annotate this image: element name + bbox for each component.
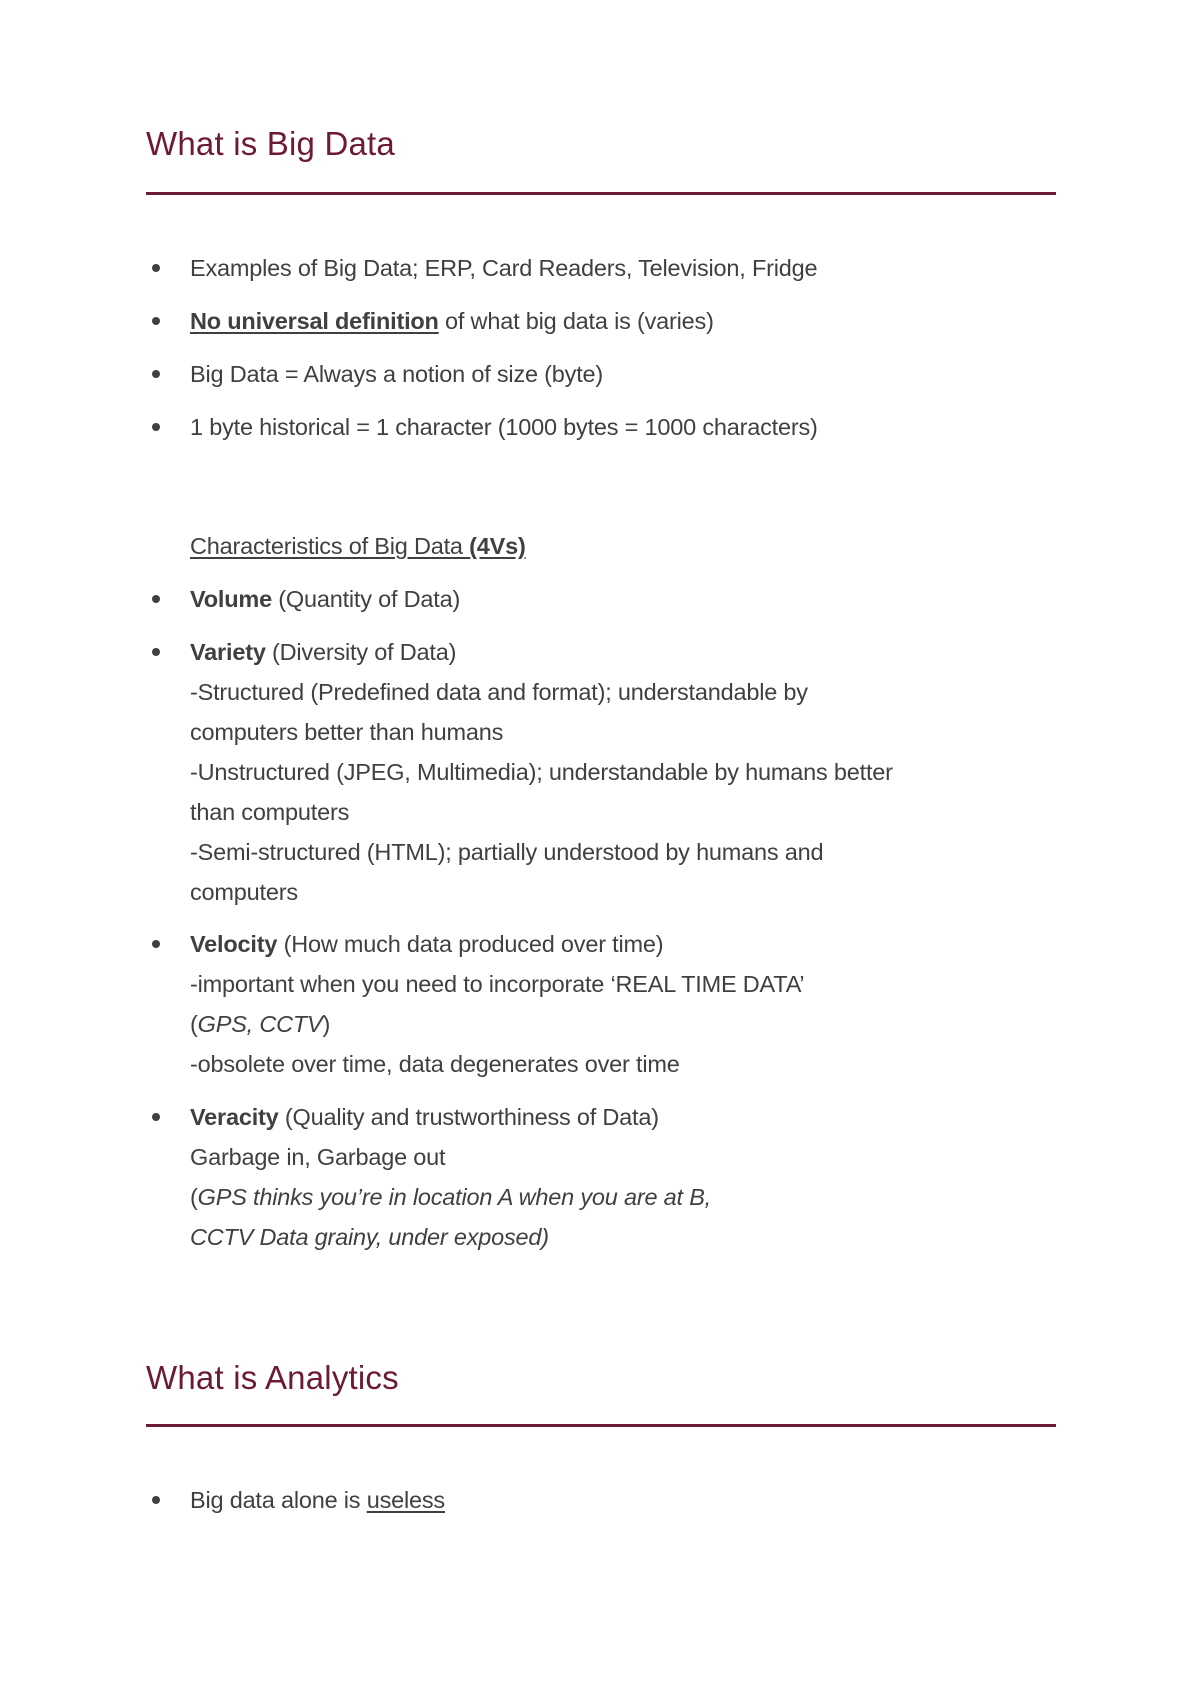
detail-line-italic: (GPS, CCTV) bbox=[190, 1011, 331, 1037]
term-label: Volume bbox=[190, 586, 272, 612]
term-description: (Quantity of Data) bbox=[271, 586, 461, 612]
bullet-icon bbox=[152, 648, 160, 656]
list-item bbox=[146, 301, 1060, 341]
bullet-icon bbox=[152, 1113, 160, 1121]
list-item-velocity bbox=[146, 924, 1060, 1084]
emphasis-word: useless bbox=[366, 1487, 445, 1513]
list-item-variety bbox=[146, 632, 1060, 912]
bullet-icon bbox=[152, 1496, 160, 1504]
detail-line: -Semi-structured (HTML); partially understood by humans and bbox=[190, 839, 824, 865]
section-heading-big-data: What is Big Data bbox=[146, 125, 395, 162]
list-item bbox=[146, 354, 1060, 394]
term-label: Variety bbox=[190, 639, 266, 665]
term-label: Velocity bbox=[190, 931, 278, 957]
detail-line: -important when you need to incorporate ‘REAL TIME DATA’ bbox=[190, 971, 805, 997]
bullet-icon bbox=[152, 423, 160, 431]
heading-rule bbox=[146, 192, 1056, 195]
bullet-icon bbox=[152, 370, 160, 378]
term-description: (How much data produced over time) bbox=[277, 931, 664, 957]
detail-line-italic: CCTV Data grainy, under exposed) bbox=[190, 1224, 549, 1250]
list-item-veracity bbox=[146, 1097, 1060, 1257]
list-item-volume bbox=[146, 579, 1060, 619]
list-item-text: Big Data = Always a notion of size (byte) bbox=[190, 361, 604, 387]
list-item bbox=[146, 248, 1060, 288]
section-heading-analytics: What is Analytics bbox=[146, 1359, 399, 1396]
detail-line: Garbage in, Garbage out bbox=[190, 1144, 446, 1170]
bullet-icon bbox=[152, 595, 160, 603]
detail-line: computers bbox=[190, 879, 298, 905]
heading-rule bbox=[146, 1424, 1056, 1427]
detail-line: -obsolete over time, data degenerates over time bbox=[190, 1051, 680, 1077]
detail-line: computers better than humans bbox=[190, 719, 504, 745]
characteristics-subheading: Characteristics of Big Data (4Vs) bbox=[190, 533, 526, 559]
bullet-icon bbox=[152, 264, 160, 272]
list-item bbox=[146, 407, 1060, 447]
detail-line: than computers bbox=[190, 799, 350, 825]
term-description: (Diversity of Data) bbox=[265, 639, 457, 665]
term-description: (Quality and trustworthiness of Data) bbox=[278, 1104, 659, 1130]
list-item-text: 1 byte historical = 1 character (1000 bytes = 1000 characters) bbox=[190, 414, 818, 440]
list-item-text: Big data alone is bbox=[190, 1487, 367, 1513]
list-item bbox=[146, 1480, 1060, 1520]
emphasis-term: No universal definition bbox=[190, 308, 439, 334]
detail-line: -Unstructured (JPEG, Multimedia); understandable by humans better bbox=[190, 759, 893, 785]
detail-line: -Structured (Predefined data and format); understandable by bbox=[190, 679, 808, 705]
detail-line-italic: (GPS thinks you’re in location A when you are at B, bbox=[190, 1184, 712, 1210]
list-item-text: of what big data is (varies) bbox=[438, 308, 714, 334]
bullet-icon bbox=[152, 940, 160, 948]
bullet-icon bbox=[152, 317, 160, 325]
term-label: Veracity bbox=[190, 1104, 279, 1130]
list-item-text: Examples of Big Data; ERP, Card Readers, Television, Fridge bbox=[190, 255, 818, 281]
